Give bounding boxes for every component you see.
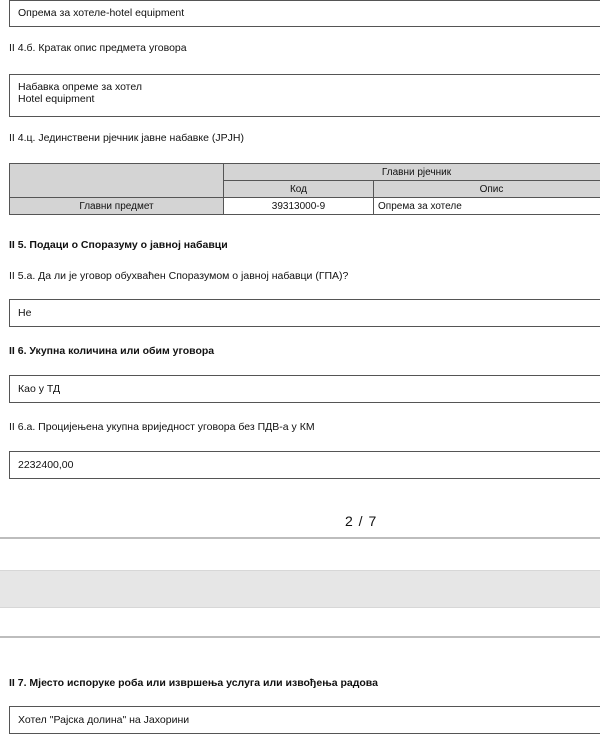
short-description-field bbox=[9, 74, 600, 117]
code-column-header: Код bbox=[224, 181, 374, 198]
section-5-heading: II 5. Подаци о Споразуму о јавној набавци bbox=[9, 239, 228, 251]
delivery-location-field bbox=[9, 706, 600, 734]
page-divider bbox=[0, 636, 600, 638]
page-divider bbox=[0, 537, 600, 539]
gpa-value: Не bbox=[18, 307, 32, 319]
subject-title-value: Опрема за хотеле-hotel equipment bbox=[18, 7, 185, 19]
main-vocabulary-header: Главни рјечник bbox=[224, 164, 600, 181]
short-description-line-2: Hotel equipment bbox=[18, 93, 95, 105]
table-row bbox=[10, 198, 600, 215]
table-row bbox=[10, 164, 600, 181]
cpv-description-cell: Опрема за хотеле bbox=[374, 198, 600, 215]
quantity-value: Као у ТД bbox=[18, 383, 61, 395]
section-7-heading: II 7. Мјесто испоруке роба или извршења услуга или извођења радова bbox=[9, 677, 378, 689]
page-gap bbox=[0, 570, 600, 608]
description-column-header: Опис bbox=[374, 181, 600, 198]
estimated-value-field bbox=[9, 451, 600, 479]
table-header-empty bbox=[10, 164, 224, 198]
cpv-code-cell: 39313000-9 bbox=[224, 198, 374, 215]
subject-title-field bbox=[9, 0, 600, 27]
short-description-label: II 4.б. Кратак опис предмета уговора bbox=[9, 42, 187, 54]
main-subject-label: Главни предмет bbox=[10, 198, 224, 215]
gpa-label: II 5.а. Да ли је уговор обухваћен Споразумом о јавној набавци (ГПА)? bbox=[9, 270, 349, 282]
estimated-value-label: II 6.а. Процијењена укупна вриједност уговора без ПДВ-а у КМ bbox=[9, 421, 315, 433]
page-indicator: 2 / 7 bbox=[345, 513, 378, 529]
cpv-label: II 4.ц. Јединствени рјечник јавне набавке (ЈРЈН) bbox=[9, 132, 244, 144]
section-6-heading: II 6. Укупна количина или обим уговора bbox=[9, 345, 215, 357]
cpv-table bbox=[9, 163, 600, 215]
delivery-location-value: Хотел "Рајска долина" на Јахорини bbox=[18, 714, 190, 726]
gpa-field bbox=[9, 299, 600, 327]
short-description-line-1: Набавка опреме за хотел bbox=[18, 81, 142, 93]
estimated-value: 2232400,00 bbox=[18, 459, 74, 471]
quantity-field bbox=[9, 375, 600, 403]
